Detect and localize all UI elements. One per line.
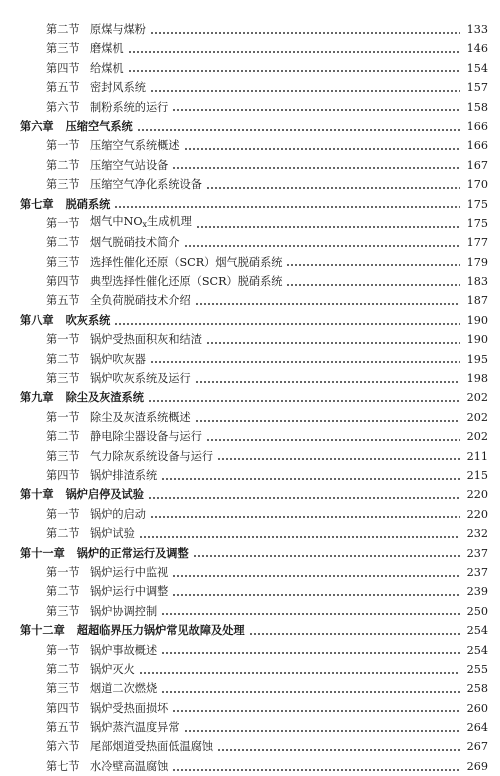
toc-section-entry[interactable] — [0, 737, 500, 756]
title-text-after: 生成机理 — [147, 215, 192, 229]
section-number: 第二节 — [46, 352, 80, 366]
toc-section-entry[interactable] — [0, 427, 500, 446]
page-number: 158 — [466, 100, 488, 114]
dot-leader — [195, 420, 460, 422]
section-title: 水冷壁高温腐蚀 — [90, 759, 169, 773]
page-number: 260 — [466, 701, 488, 715]
toc-section-entry[interactable] — [0, 699, 500, 718]
toc-section-entry[interactable] — [0, 330, 500, 349]
chapter-title: 锅炉的正常运行及调整 — [76, 545, 189, 560]
toc-section-entry[interactable] — [0, 408, 500, 427]
dot-leader — [161, 652, 460, 654]
toc-section-entry[interactable] — [0, 641, 500, 660]
page-number: 250 — [466, 604, 488, 618]
section-number: 第二节 — [46, 662, 80, 676]
toc-section-entry[interactable] — [0, 156, 500, 175]
dot-leader — [172, 594, 460, 596]
toc-section-entry[interactable] — [0, 757, 500, 776]
section-number: 第六节 — [46, 100, 80, 114]
page-number: 179 — [466, 255, 488, 269]
toc-section-entry[interactable] — [0, 660, 500, 679]
dot-leader — [184, 148, 460, 150]
dot-leader — [286, 284, 460, 286]
toc-section-entry[interactable] — [0, 272, 500, 291]
chapter-title: 锅炉启停及试验 — [65, 487, 144, 502]
chapter-number: 第十章 — [20, 487, 54, 502]
page-number: 269 — [466, 759, 488, 773]
toc-chapter-entry[interactable] — [0, 311, 500, 330]
section-number: 第二节 — [46, 527, 80, 541]
section-title: 锅炉事故概述 — [90, 643, 158, 657]
dot-leader — [150, 90, 460, 92]
section-number: 第三节 — [46, 604, 80, 618]
toc-section-entry[interactable] — [0, 505, 500, 524]
section-number: 第一节 — [46, 139, 80, 153]
section-title: 压缩空气净化系统设备 — [90, 178, 202, 192]
section-number: 第七节 — [46, 759, 80, 773]
page-number: 190 — [466, 333, 488, 347]
dot-leader — [217, 749, 460, 751]
page-number: 154 — [466, 61, 488, 75]
toc-section-entry[interactable] — [0, 466, 500, 485]
title-subscript: x — [142, 220, 148, 230]
page-number: 202 — [466, 391, 488, 405]
dot-leader — [172, 109, 460, 111]
toc-section-entry[interactable] — [0, 78, 500, 97]
section-number: 第一节 — [46, 643, 80, 657]
section-title: 烟气脱硝技术简介 — [90, 236, 180, 250]
section-title: 锅炉受热面积灰和结渣 — [90, 333, 202, 347]
section-number: 第四节 — [46, 701, 80, 715]
page-number: 237 — [466, 565, 488, 579]
dot-leader — [114, 323, 460, 325]
dot-leader — [196, 226, 460, 228]
dot-leader — [148, 400, 460, 402]
page-number: 167 — [466, 158, 488, 172]
section-title: 锅炉运行中调整 — [90, 585, 169, 599]
section-number: 第二节 — [46, 158, 80, 172]
page-number: 133 — [466, 23, 488, 36]
section-number: 第一节 — [46, 333, 80, 347]
page-number: 215 — [466, 468, 488, 482]
dot-leader — [195, 303, 460, 305]
page-number: 239 — [466, 585, 488, 599]
chapter-title: 除尘及灰渣系统 — [65, 390, 144, 405]
page-number: 254 — [466, 624, 488, 638]
section-number: 第二节 — [46, 585, 80, 599]
page-number: 254 — [466, 643, 488, 657]
page-number: 264 — [466, 721, 488, 735]
toc-section-entry[interactable] — [0, 524, 500, 543]
page-number: 220 — [466, 488, 488, 502]
section-number: 第五节 — [46, 721, 80, 735]
dot-leader — [206, 187, 460, 189]
dot-leader — [139, 536, 460, 538]
toc-chapter-entry[interactable] — [0, 388, 500, 407]
section-number: 第六节 — [46, 740, 80, 754]
toc-section-entry[interactable] — [0, 291, 500, 310]
section-number: 第三节 — [46, 178, 80, 192]
page-number: 211 — [466, 449, 488, 463]
toc-section-entry[interactable] — [0, 563, 500, 582]
dot-leader — [161, 478, 460, 480]
section-title: 烟道二次燃烧 — [90, 682, 158, 696]
toc-chapter-entry[interactable] — [0, 544, 500, 563]
toc-chapter-entry[interactable] — [0, 485, 500, 504]
page-number: 267 — [466, 740, 488, 754]
toc-section-entry[interactable] — [0, 602, 500, 621]
dot-leader — [150, 516, 460, 518]
dot-leader — [193, 555, 460, 557]
section-title: 压缩空气站设备 — [90, 158, 169, 172]
page-number: 187 — [466, 294, 488, 308]
section-title: 压缩空气系统概述 — [90, 139, 180, 153]
dot-leader — [172, 710, 460, 712]
chapter-number: 第十二章 — [20, 623, 65, 638]
section-number: 第一节 — [46, 410, 80, 424]
dot-leader — [128, 70, 460, 72]
page-number: 183 — [466, 275, 488, 289]
section-number: 第四节 — [46, 275, 80, 289]
toc-chapter-entry[interactable] — [0, 195, 500, 214]
section-number: 第三节 — [46, 449, 80, 463]
section-number: 第五节 — [46, 81, 80, 95]
section-title: 密封风系统 — [90, 81, 146, 95]
dot-leader — [217, 458, 460, 460]
dot-leader — [161, 613, 460, 615]
dot-leader — [128, 51, 460, 53]
dot-leader — [172, 167, 460, 169]
chapter-number: 第八章 — [20, 312, 54, 327]
section-number: 第四节 — [46, 61, 80, 75]
toc-section-entry[interactable] — [0, 39, 500, 58]
section-title: 锅炉吹灰器 — [90, 352, 146, 366]
dot-leader — [150, 32, 460, 34]
page-number: 255 — [466, 662, 488, 676]
section-title: 静电除尘器设备与运行 — [90, 430, 202, 444]
section-title: 除尘及灰渣系统概述 — [90, 410, 191, 424]
section-title: 锅炉吹灰系统及运行 — [90, 372, 191, 386]
page-number: 237 — [466, 546, 488, 560]
page-number: 190 — [466, 313, 488, 327]
section-title — [90, 212, 192, 234]
section-number: 第二节 — [46, 236, 80, 250]
chapter-number: 第六章 — [20, 118, 54, 133]
section-number: 第一节 — [46, 216, 80, 230]
toc-section-entry[interactable] — [0, 718, 500, 737]
dot-leader — [148, 497, 460, 499]
page-number: 220 — [466, 507, 488, 521]
section-title: 锅炉的启动 — [90, 507, 146, 521]
section-title: 典型选择性催化还原（SCR）脱硝系统 — [90, 275, 283, 289]
section-title: 原煤与煤粉 — [90, 23, 146, 36]
toc-section-entry[interactable] — [0, 447, 500, 466]
toc-section-entry[interactable] — [0, 350, 500, 369]
section-number: 第三节 — [46, 255, 80, 269]
page-number: 195 — [466, 352, 488, 366]
chapter-number: 第十一章 — [20, 545, 65, 560]
section-number: 第三节 — [46, 42, 80, 56]
page-number: 202 — [466, 410, 488, 424]
page-number: 146 — [466, 42, 488, 56]
toc-section-entry[interactable] — [0, 582, 500, 601]
dot-leader — [172, 769, 460, 771]
page-number: 198 — [466, 372, 488, 386]
toc-section-entry[interactable] — [0, 59, 500, 78]
section-title: 选择性催化还原（SCR）烟气脱硝系统 — [90, 255, 283, 269]
toc-section-entry[interactable] — [0, 253, 500, 272]
section-title: 锅炉灭火 — [90, 662, 135, 676]
section-title: 制粉系统的运行 — [90, 100, 169, 114]
chapter-title: 脱硝系统 — [65, 196, 111, 211]
page-number: 258 — [466, 682, 488, 696]
section-number: 第一节 — [46, 507, 80, 521]
section-number: 第二节 — [46, 23, 80, 36]
page-number: 166 — [466, 139, 488, 153]
dot-leader — [172, 575, 460, 577]
chapter-number: 第七章 — [20, 196, 54, 211]
page-number: 232 — [466, 527, 488, 541]
section-number: 第五节 — [46, 294, 80, 308]
dot-leader — [139, 672, 460, 674]
section-number: 第四节 — [46, 468, 80, 482]
dot-leader — [206, 342, 460, 344]
dot-leader — [184, 730, 460, 732]
section-title: 锅炉试验 — [90, 527, 135, 541]
dot-leader — [150, 361, 460, 363]
toc-section-entry[interactable] — [0, 679, 500, 698]
page-number: 175 — [466, 197, 488, 211]
chapter-title: 吹灰系统 — [65, 312, 111, 327]
dot-leader — [161, 691, 460, 693]
dot-leader — [114, 206, 460, 208]
section-number: 第一节 — [46, 565, 80, 579]
dot-leader — [184, 245, 460, 247]
section-number: 第二节 — [46, 430, 80, 444]
dot-leader — [249, 633, 460, 635]
dot-leader — [137, 129, 460, 131]
section-title: 给煤机 — [90, 61, 124, 75]
toc-chapter-entry[interactable] — [0, 117, 500, 136]
toc-section-entry[interactable] — [0, 175, 500, 194]
dot-leader — [206, 439, 460, 441]
section-title: 锅炉协调控制 — [90, 604, 158, 618]
section-number: 第三节 — [46, 682, 80, 696]
dot-leader — [286, 264, 460, 266]
title-text: 烟气中NO — [90, 215, 143, 229]
chapter-title: 压缩空气系统 — [65, 118, 133, 133]
section-title: 锅炉受热面损坏 — [90, 701, 169, 715]
toc-chapter-entry[interactable] — [0, 621, 500, 640]
toc-section-entry[interactable] — [0, 214, 500, 233]
toc-section-entry[interactable] — [0, 233, 500, 252]
section-title: 气力除灰系统设备与运行 — [90, 449, 214, 463]
page-number: 202 — [466, 430, 488, 444]
toc-section-entry[interactable] — [0, 136, 500, 155]
chapter-number: 第九章 — [20, 390, 54, 405]
page-number: 166 — [466, 119, 488, 133]
toc-section-entry[interactable] — [0, 98, 500, 117]
section-title: 全负荷脱硝技术介绍 — [90, 294, 191, 308]
page-number: 170 — [466, 178, 488, 192]
section-number: 第三节 — [46, 372, 80, 386]
section-title: 锅炉排渣系统 — [90, 468, 158, 482]
page-number: 157 — [466, 81, 488, 95]
section-title: 锅炉蒸汽温度异常 — [90, 721, 180, 735]
dot-leader — [195, 381, 460, 383]
page-number: 177 — [466, 236, 488, 250]
table-of-contents — [0, 20, 500, 776]
section-title: 尾部烟道受热面低温腐蚀 — [90, 740, 214, 754]
toc-section-entry[interactable] — [0, 20, 500, 39]
section-title: 锅炉运行中监视 — [90, 565, 169, 579]
page-number: 175 — [466, 216, 488, 230]
section-title: 磨煤机 — [90, 42, 124, 56]
chapter-title: 超超临界压力锅炉常见故障及处理 — [76, 623, 245, 638]
toc-section-entry[interactable] — [0, 369, 500, 388]
